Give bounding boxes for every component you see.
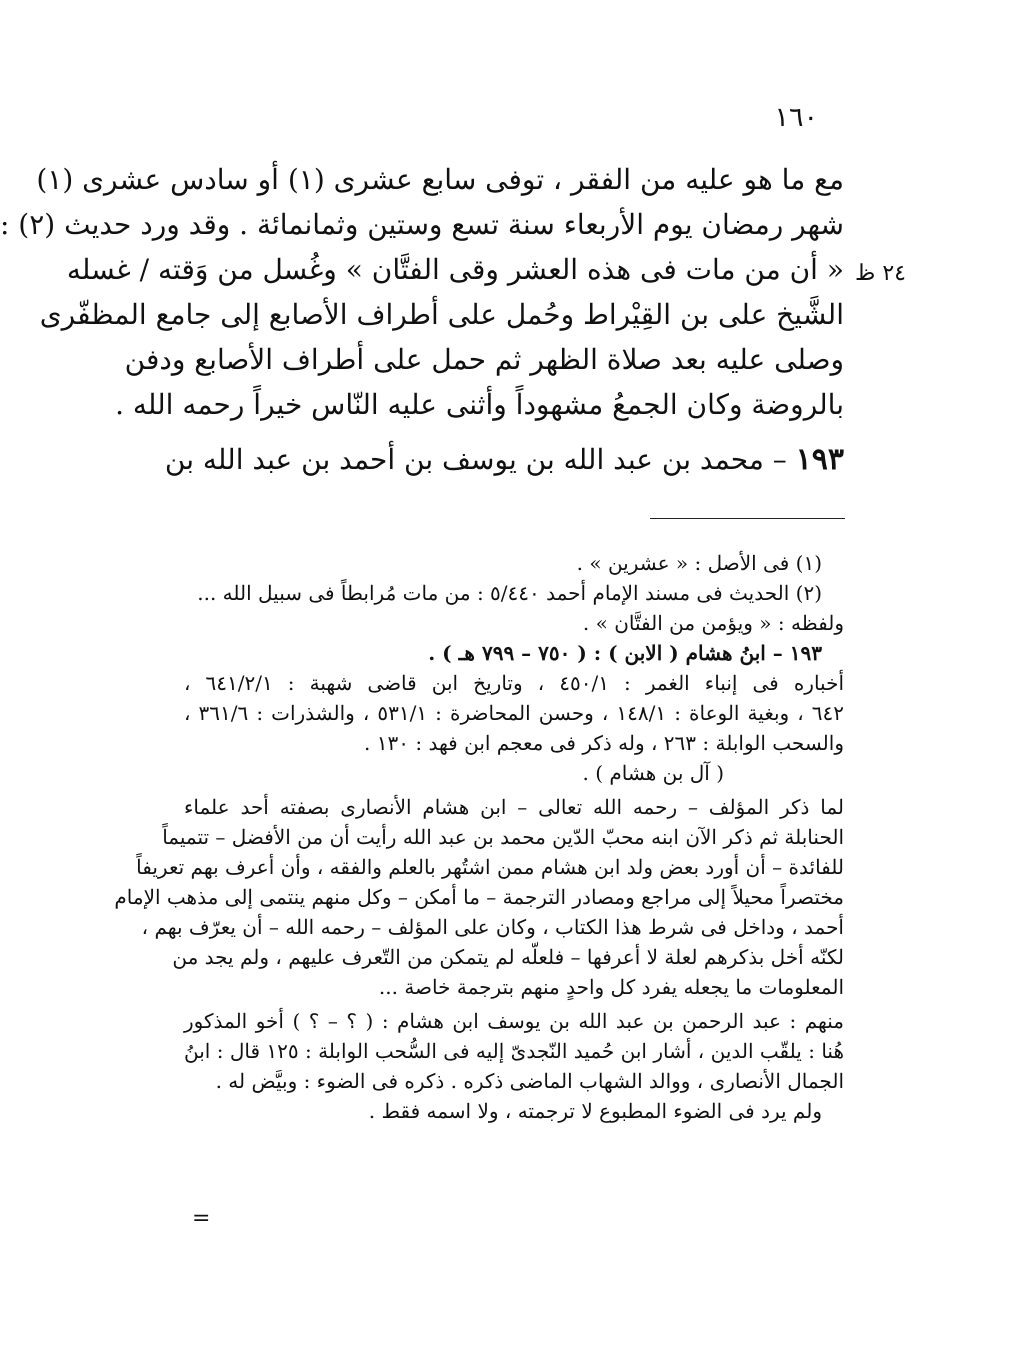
footnote-line: ٦٤٢ ، وبغية الوعاة : ١٤٨/١ ، وحسن المحاضرة : ٥٣١/١ ، والشذرات : ٣٦١/٦ ،	[184, 701, 845, 725]
footnote-line: المعلومات ما يجعله يفرد كل واحدٍ منهم بترجمة خاصة ...	[378, 975, 844, 999]
footnote-line: الجمال الأنصارى ، ووالد الشهاب الماضى ذكره . ذكره فى الضوء : وبيَّض له .	[215, 1069, 844, 1093]
main-text-block	[0, 160, 844, 485]
footnote-line: هُنا : يلقّب الدين ، أشار ابن حُميد النّجدىّ إليه فى السُّحب الوابلة : ١٢٥ قال : ابنُ	[184, 1039, 844, 1063]
footnote-line: لما ذكر المؤلف – رحمه الله تعالى – ابن هشام الأنصارى بصفته أحد علماء	[184, 795, 844, 819]
footnote-line: ولم يرد فى الضوء المطبوع لا ترجمته ، ولا اسمه فقط .	[368, 1099, 822, 1123]
footnote-line: منهم : عبد الرحمن بن عبد الله بن يوسف ابن هشام : ( ؟ – ؟ ) أخو المذكور	[184, 1009, 844, 1033]
footnote-line: والسحب الوابلة : ٢٦٣ ، وله ذكر فى معجم ابن فهد : ١٣٠ .	[364, 731, 844, 755]
footnote-line: أخباره فى إنباء الغمر : ٤٥٠/١ ، وتاريخ ابن قاضى شهبة : ٦٤١/٢/١ ،	[184, 671, 844, 695]
entry-number: ١٩٣	[795, 442, 844, 477]
footnote-line: مختصراً محيلاً إلى مراجع ومصادر الترجمة – ما أمكن – وكل منهم ينتمى إلى مذهب الإمام	[114, 885, 844, 909]
footnote-line: (٢) الحديث فى مسند الإمام أحمد ٥/٤٤٠ : من مات مُرابطاً فى سبيل الله ...	[197, 581, 822, 605]
footnote-line: ( آل بن هشام ) .	[582, 761, 724, 785]
biography-entry-heading	[164, 440, 844, 485]
footnote-line: (١) فى الأصل : « عشرين » .	[576, 551, 822, 575]
main-text-line: « أن من مات فى هذه العشر وقى الفتَّان » وغُسل من وَقته / غسله	[66, 253, 844, 286]
footnote-line: الحنابلة ثم ذكر الآن ابنه محبّ الدّين محمد بن عبد الله رأيت أن من الأفضل – تتميماً	[162, 825, 844, 849]
footnote-line: للفائدة – أن أورد بعض ولد ابن هشام ممن اشتُهر بالعلم والفقه ، وأن أعرف بهم تعريفاً	[136, 855, 844, 879]
main-text-line: بالروضة وكان الجمعُ مشهوداً وأثنى عليه النّاس خيراً رحمه الله .	[115, 388, 844, 421]
main-text-line: الشَّيخ على بن القِيْراط وحُمل على أطراف الأصابع إلى جامع المظفّرى	[39, 298, 844, 331]
footnote-line: ولفظه : « ويؤمن من الفتَّان » .	[582, 611, 844, 635]
footnote-line: لكنّه أخل بذكرهم لعلة لا أعرفها – فلعلّه لم يتمكن من التّعرف عليهم ، ولم يجد من	[172, 945, 844, 969]
footnote-divider	[650, 518, 845, 519]
main-text-line: وصلى عليه بعد صلاة الظهر ثم حمل على أطراف الأصابع ودفن	[124, 343, 844, 376]
manuscript-folio-note: ٢٤ ظ	[855, 261, 906, 286]
main-text-line: شهر رمضان يوم الأربعاء سنة تسع وستين وثمانمائة . وقد ورد حديث (٢) :	[0, 208, 844, 241]
footnote-line: ١٩٣ – ابنُ هشام ( الابن ) : ( ٧٥٠ – ٧٩٩ هـ ) .	[428, 641, 822, 665]
entry-heading-text: – محمد بن عبد الله بن يوسف بن أحمد بن عبد الله بن	[164, 443, 796, 476]
footnote-line: أحمد ، وداخل فى شرط هذا الكتاب ، وكان على المؤلف – رحمه الله – أن يعرّف بهم ،	[141, 915, 844, 939]
footnotes-block	[114, 548, 845, 1126]
continuation-mark: =	[192, 1206, 211, 1231]
page-number: ١٦٠	[774, 102, 818, 133]
main-text-line: مع ما هو عليه من الفقر ، توفى سابع عشرى (١) أو سادس عشرى (١)	[36, 163, 844, 196]
